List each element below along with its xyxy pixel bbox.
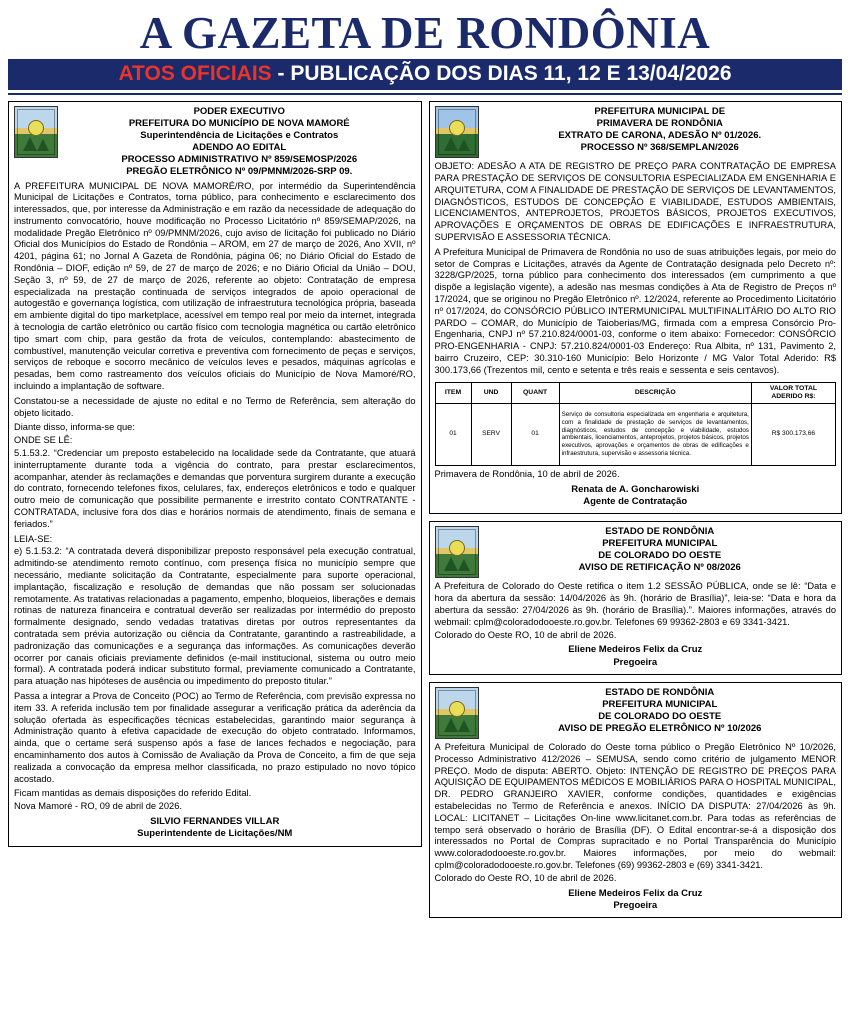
notice-header bbox=[435, 687, 837, 739]
signer-role: Agente de Contratação bbox=[583, 496, 688, 508]
coat-of-arms-icon bbox=[435, 526, 479, 578]
cell-item: 01 bbox=[435, 403, 471, 465]
notice-paragraph: Passa a integrar a Prova de Conceito (POC) ao Termo de Referência, com previsão expressa no item 33. A referida inclusão tem por finalidade assegurar a verificação prática da aderência da solução ofertada às especificações técnicas estabelecidas, garantindo maior segurança à Administração quanto à efetiva capacidade de execução do objeto contratado. Informamos, ainda, que o certame será suspenso após a fase de lances fechados e negociação, para encaminhamento dos autos à Comissão de Avaliação da Prova de Conceito, a fim de que seja realizada a convocação da empresa melhor classificada, no prazo estipulado no novo tópico acostado. bbox=[14, 690, 416, 784]
signer-role: Pregoeira bbox=[613, 899, 658, 911]
coat-of-arms-icon bbox=[14, 106, 58, 158]
signature-block bbox=[14, 816, 416, 841]
notice-paragraph: Diante disso, informa-se que: bbox=[14, 422, 135, 433]
coat-of-arms-icon bbox=[435, 687, 479, 739]
signer-name: Eliene Medeiros Felix da Cruz bbox=[568, 644, 703, 656]
header-line: Superintendência de Licitações e Contratos bbox=[140, 130, 339, 141]
cell-und: SERV bbox=[471, 403, 511, 465]
header-line: AVISO DE RETIFICAÇÃO Nº 08/2026 bbox=[578, 562, 741, 574]
notice-paragraph: ONDE SE LÊ: bbox=[14, 435, 73, 446]
notice-paragraph: Primavera de Rondônia, 10 de abril de 2026. bbox=[434, 468, 620, 479]
col-valor-total: VALOR TOTAL ADERIDO R$: bbox=[751, 382, 835, 403]
header-line: ESTADO DE RONDÔNIA bbox=[605, 526, 715, 538]
header-line: PREFEITURA MUNICIPAL DE bbox=[594, 106, 726, 118]
masthead-separator: - bbox=[271, 62, 291, 86]
header-line: PROCESSO Nº 368/SEMPLAN/2026 bbox=[580, 141, 739, 153]
notice-title-block bbox=[484, 687, 837, 735]
table-header-row bbox=[435, 382, 836, 403]
notice-paragraph: Nova Mamoré - RO, 09 de abril de 2026. bbox=[14, 801, 182, 812]
columns-container bbox=[8, 101, 842, 918]
signer-role: Pregoeira bbox=[613, 656, 658, 668]
notice-title-block bbox=[484, 526, 837, 574]
items-table bbox=[435, 382, 837, 466]
col-item: ITEM bbox=[435, 382, 471, 403]
header-line: ESTADO DE RONDÔNIA bbox=[605, 687, 715, 699]
header-line: PREFEITURA MUNICIPAL bbox=[602, 698, 718, 710]
notice-title-block bbox=[63, 106, 416, 177]
signature-block bbox=[435, 888, 837, 913]
notice-header bbox=[435, 526, 837, 578]
table-row bbox=[435, 403, 836, 465]
signature-block bbox=[435, 484, 837, 509]
notice-paragraph: A Prefeitura Municipal de Primavera de Rondônia no uso de suas atribuições legais, por meio do setor de Compras e Licitações, através da Agente de Contratação designada pelo Decreto nº: 3228/GP/2025, torna público para conhecimento dos interessados (em cumprimento a que dispõe a legislação vigente), a adesão nas mesmas condições à Ata de Registro de Preços nº 17/2024, que se originou no Pregão Eletrônico nº. 12/2024, referente ao Procedimento Licitatório nº 017/2024, do CONSÓRCIO PÚBLICO INTERMUNICIPAL MULTIFINALITÁRIO DO ALTO RIO PARDO – COMAR, do Município de Taioberias/MG, firmada com a empresa Consórcio Pro-Engenharia, CNPJ nº 57.210.824/0001-03, conforme o item abaixo: Fornecedor: CONSÓRCIO PRO-ENGENHARIA - CNPJ: 57.210.824/0001-03 Endereço: Rua Albita, nº 131, Pavimento 2, bairro Cruzeiro, CEP: 30.310-160 Município: Belo Horizonte / MG Valor Total Aderido: R$ 300.173,66 (Trezentos mil, cento e setenta e três reais e sessenta e seis centavos). bbox=[434, 246, 836, 375]
coat-of-arms-icon bbox=[435, 106, 479, 158]
notice-paragraph: A Prefeitura Municipal de Colorado do Oeste torna público o Pregão Eletrônico Nº 10/2026, Processo Administrativo 412/2026 – SEMUSA, sendo como critério de julgamento MENOR PREÇO. Modo de disputa: ABERTO. Objeto: INTENÇÃO DE REGISTRO DE PREÇOS PARA AQUISIÇÃO DE EQUIPAMENTOS MÉDICOS E MOBILIÁRIOS PARA O HOSPITAL MUNICIPAL, DR. PEDRO GRANJEIRO XAVIER, conforme condições, quantidades e exigências estabelecidas no Termo de Referência e anexos. INÍCIO DA DISPUTA: 27/04/2026 às 9h. LOCAL: LICITANET – Licitações On-line www.licitanet.com.br. Para todas as referências de tempo será observado o horário de Brasília (DF). O Edital encontrar-se-á a disposição dos interessados no Portal de Compras supracitado e no Portal Transparência do Município www.coloradodooeste.ro.gov.br. Maiores informações, por meio do webmail: cplm@coloradodooeste.ro.gov.br. Telefones (69) 99362-2803 e (69) 3341-3421. bbox=[434, 742, 836, 871]
notice-paragraph: A Prefeitura de Colorado do Oeste retifica o item 1.2 SESSÃO PÚBLICA, onde se lê: “Data e hora da abertura da sessão: 14/04/2026 às 9h. (horário de Brasília)”, leia-se: “Data e hora da abertura da sessão: 27/04/2026 às 9h. (horário de Brasília).”. Maiores informações, através do webmail: cplm@coloradodooeste.ro.gov.br. Telefones 69 99362-2803 e 69 3341-3421. bbox=[434, 581, 836, 627]
notice-primavera-extrato-carona bbox=[429, 101, 843, 514]
header-line: PRIMAVERA DE RONDÔNIA bbox=[596, 118, 723, 130]
notice-header bbox=[435, 106, 837, 158]
notice-paragraph: A PREFEITURA MUNICIPAL DE NOVA MAMORÉ/RO, por intermédio da Superintendência Municipal de Licitações e Contratos, torna público, para conhecimento e esclarecimento dos interessados, que, por interesse da Administração e em razão da necessidade de adequação do instrumento convocatório, houve modificação no Processo Licitatório nº 859/SEMAP/2026, na modalidade Pregão Eletrônico nº 09/PMNM/2026, cujo aviso de licitação foi publicado no Diário Oficial dos Municípios do Estado de Rondônia – AROM, em 27 de março de 2026, Ano XVII, nº 4201, página 61; no Jornal A Gazeta de Rondônia, página 06; no Diário Oficial do Estado de Rondônia – DIOF, edição nº 59, de 27 de março de 2026; e no Diário Oficial da União – DOU, Seção 3, nº 59, de 27 de março de 2026, referente ao objeto: Contratação de empresa especializada na prestação continuada de serviços integrados de apoio operacional de autogestão e governança logística, com utilização de infraestrutura tecnológica própria, baseada em ambiente digital do tipo marketplace, acessível em tempo real por meio da internet, integrada à tecnologia de cartão eletrônico ou cartão físico com tecnologia magnética ou cartão eletrônico tipo smart com chip, para gestão da frota de veículos, contemplando: abastecimento de combustível, manutenção veicular corretiva e preventiva com fornecimento de peças e serviços, serviços de reboque e socorro mecânico de veículos leves e pesados, máquinas agrícolas e pesadas, bem como rastreamento dos veículos oficiais do Município de Nova Mamoré/RO, incluindo a implantação de software. bbox=[14, 180, 416, 392]
header-line: DE COLORADO DO OESTE bbox=[598, 550, 722, 562]
notice-paragraph: e) 5.1.53.2: “A contratada deverá disponibilizar preposto responsável pela execução contratual, admitindo-se atendimento remoto contínuo, com presença física no município sempre que necessário, mediante solicitação da Contratante, especialmente para suporte operacional, implantação, fiscalização e resolução de demandas que não possam ser solucionadas remotamente. As tratativas relacionadas a pagamento, empenho, bloqueios, liberações e demais rotinas de natureza financeira e contratual deverão ser realizadas por intermédio do preposto formalmente designado, sendo vedadas tratativas diretas por outros representantes da contratada sem prévia autorização ou ciência da Contratante, garantindo a rastreabilidade, a padronização das comunicações e a segurança das informações. As comunicações deverão ocorrer por canais oficiais previamente definidos (e-mail institucional, sistema ou outro meio formal). A contratada poderá indicar substituto formal, previamente comunicado a Contratante, para atuação nas hipóteses de ausência ou impedimento do preposto titular.” bbox=[14, 546, 416, 687]
newspaper-title: A GAZETA DE RONDÔNIA bbox=[139, 8, 711, 58]
col-quant: QUANT bbox=[511, 382, 559, 403]
masthead-rule bbox=[8, 93, 842, 95]
notice-paragraph: OBJETO: ADESÃO A ATA DE REGISTRO DE PREÇO PARA CONTRATAÇÃO DE EMPRESA PARA PRESTAÇÃO DE SERVIÇOS DE CONSULTORIA ESPECIALIZADA EM ENGENHARIA E ARQUITETURA, COM A FINALIDADE DE PRESTAÇÃO DE SERVIÇOS DE LEVANTAMENTOS, DIAGNÓSTICOS, ESTUDOS DE CONCEPÇÃO E VIABILIDADE, ESTUDOS AMBIENTAIS, LICENCIAMENTOS, ANTEPROJETOS, PROJETOS BÁSICOS, PROJETOS EXECUTIVOS, APROVAÇÕES E ORÇAMENTOS DE OBRAS DE EDIFICAÇÕES E INFRAESTRUTURA, SUPERVISÃO E ASSESSORIA TÉCNICA. bbox=[434, 161, 836, 243]
masthead bbox=[8, 10, 842, 95]
header-line: PODER EXECUTIVO bbox=[193, 106, 285, 118]
signer-role: Superintendente de Licitações/NM bbox=[137, 828, 293, 840]
left-column bbox=[8, 101, 422, 846]
header-line: AVISO DE PREGÃO ELETRÔNICO Nº 10/2026 bbox=[558, 722, 762, 734]
masthead-atos-oficiais: ATOS OFICIAIS bbox=[118, 62, 272, 86]
notice-colorado-retificacao bbox=[429, 521, 843, 675]
cell-quant: 01 bbox=[511, 403, 559, 465]
signer-name: Renata de A. Goncharowiski bbox=[571, 483, 700, 495]
signer-name: Eliene Medeiros Felix da Cruz bbox=[568, 887, 703, 899]
header-line: PREFEITURA DO MUNICÍPIO DE NOVA MAMORÉ bbox=[128, 118, 350, 130]
cell-descricao: Serviço de consultoria especializada em engenharia e arquitetura, com a finalidade de prestação de serviços de levantamentos, diagnósticos, estudos de concepção e viabilidade, estudos ambientais, licenciamentos, anteprojetos, projetos básicos, projetos executivos, aprovações e orçamentos de obras de edificações e infraestrutura, supervisão e assessoria técnica. bbox=[559, 403, 751, 465]
notice-header bbox=[14, 106, 416, 177]
notice-paragraph: Constatou-se a necessidade de ajuste no edital e no Termo de Referência, sem alteração do objeto licitado. bbox=[14, 395, 416, 418]
masthead-publication-dates: PUBLICAÇÃO DOS DIAS 11, 12 E 13/04/2026 bbox=[290, 62, 732, 86]
notice-paragraph: 5.1.53.2. “Credenciar um preposto estabelecido na localidade sede da Contratante, que atuará ininterruptamente durante toda a vigência do contrato, para prestar esclarecimentos, acompanhar, atender às reclamações e demandas que porventura surgirem durante a execução do contrato, fornecendo telefones fixos, celulares, fax, endereços eletrônicos e todo e qualquer outro meio de comunicação que possibilite permanente e irrestrito contato CONTRATANTE - CONTRATADA, inclusive fora dos dias e horários normais de atendimento, finais de semana e feriados.” bbox=[14, 448, 416, 529]
notice-paragraph: Colorado do Oeste RO, 10 de abril de 2026. bbox=[434, 872, 617, 883]
col-und: UND bbox=[471, 382, 511, 403]
col-descricao: DESCRIÇÃO bbox=[559, 382, 751, 403]
header-line: EXTRATO DE CARONA, ADESÃO Nº 01/2026. bbox=[558, 130, 762, 141]
masthead-subtitle-bar bbox=[8, 59, 842, 90]
header-line: PREFEITURA MUNICIPAL bbox=[602, 538, 718, 550]
signer-name: SILVIO FERNANDES VILLAR bbox=[150, 815, 280, 827]
header-line: PROCESSO ADMINISTRATIVO Nº 859/SEMOSP/2026 bbox=[121, 153, 358, 165]
notice-colorado-pregao bbox=[429, 682, 843, 918]
signature-block bbox=[435, 644, 837, 669]
right-column bbox=[429, 101, 843, 918]
notice-paragraph: LEIA-SE: bbox=[14, 533, 53, 544]
notice-paragraph: Colorado do Oeste RO, 10 de abril de 2026. bbox=[434, 629, 617, 640]
header-line: PREGÃO ELETRÔNICO Nº 09/PMNM/2026-SRP 09. bbox=[126, 165, 353, 177]
notice-nova-mamore-adendo bbox=[8, 101, 422, 846]
header-line: DE COLORADO DO OESTE bbox=[598, 710, 722, 722]
notice-title-block bbox=[484, 106, 837, 154]
cell-valor: R$ 300.173,66 bbox=[751, 403, 835, 465]
notice-paragraph: Ficam mantidas as demais disposições do referido Edital. bbox=[14, 788, 252, 799]
header-line: ADENDO AO EDITAL bbox=[192, 141, 287, 153]
